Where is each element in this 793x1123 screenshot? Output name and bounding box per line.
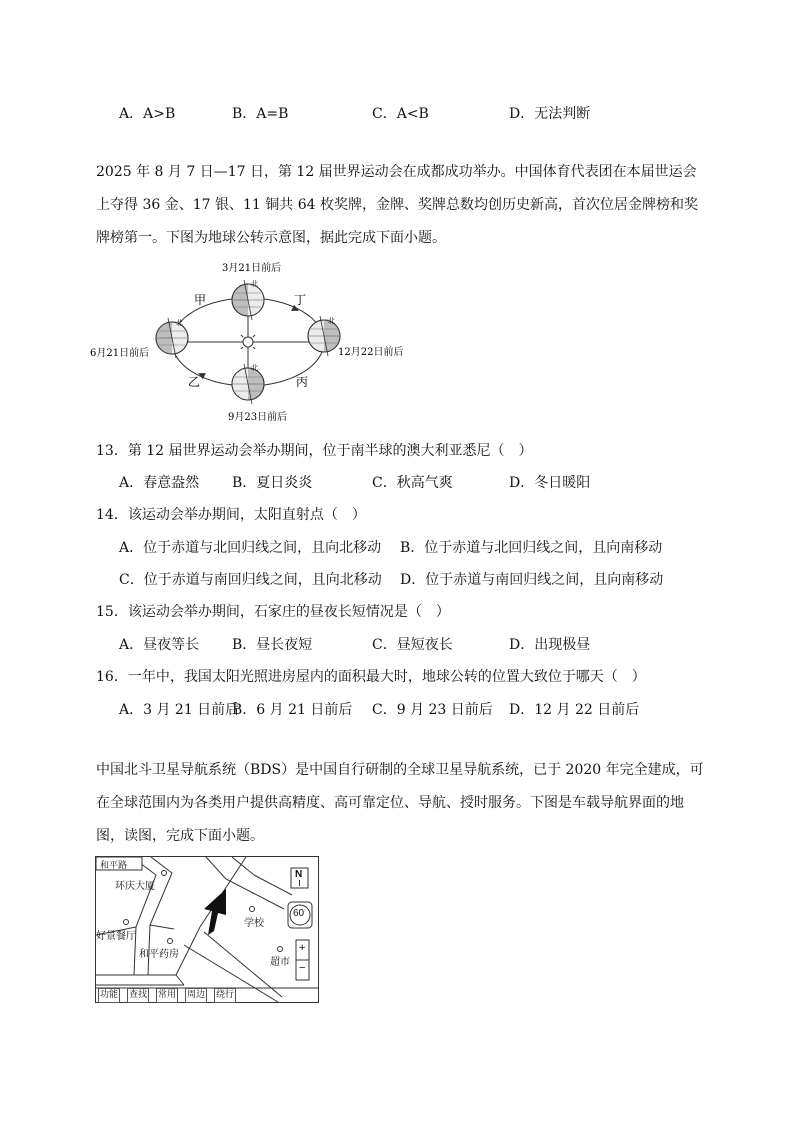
earth-december-icon (308, 316, 340, 356)
q15-option-b: B．昼长夜短 (232, 637, 313, 653)
north-label-june: 北 (176, 319, 183, 327)
q15-option-c: C．昼短夜长 (372, 637, 453, 653)
q12-option-a: A．A>B (119, 106, 176, 122)
q12-option-c: C．A<B (372, 106, 429, 122)
q13-option-b: B．夏日炎炎 (232, 475, 313, 491)
north-label-december: 北 (328, 317, 335, 325)
nav-button-nearby[interactable]: 周边 (185, 988, 207, 1003)
compass-north-icon: N (295, 869, 303, 880)
q14-stem: 14．该运动会举办期间，太阳直射点（ ） (96, 507, 366, 523)
north-label-march: 北 (251, 280, 258, 288)
q13-stem: 13．第 12 届世界运动会举办期间，位于南半球的澳大利亚悉尼（ ） (96, 443, 533, 459)
q15-option-a: A．昼夜等长 (119, 637, 200, 653)
q12-option-d: D．无法判断 (509, 106, 591, 122)
nav-button-search[interactable]: 查找 (127, 988, 149, 1003)
earth-june-icon (156, 318, 188, 358)
q14-option-d: D．位于赤道与南回归线之间，且向南移动 (400, 572, 664, 588)
earth-orbit-diagram (88, 258, 418, 426)
q13-option-d: D．冬日暖阳 (509, 475, 591, 491)
car-navigation-map (95, 856, 319, 1003)
q15-option-d: D．出现极昼 (509, 637, 591, 653)
zoom-out-button[interactable]: − (299, 962, 306, 974)
orbit-arrow-bottom (200, 374, 204, 376)
sun-icon (238, 332, 258, 352)
q16-option-a: A．3 月 21 日前后 (119, 702, 240, 718)
nav-button-detour[interactable]: 绕行 (214, 988, 236, 1003)
q12-option-b: B．A=B (232, 106, 289, 122)
nav-button-function[interactable]: 功能 (98, 988, 120, 1003)
poi-school[interactable]: 学校 (244, 918, 264, 929)
north-label-september: 北 (251, 364, 258, 372)
zoom-in-button[interactable]: + (299, 942, 306, 954)
segment-bing: 丙 (296, 375, 309, 389)
q13-option-a: A．春意盎然 (119, 475, 200, 491)
poi-supermarket[interactable]: 超市 (270, 957, 290, 968)
earth-september-icon (232, 363, 264, 404)
q16-option-d: D．12 月 22 日前后 (509, 702, 640, 718)
passage-beidou: 中国北斗卫星导航系统（BDS）是中国自行研制的全球卫星导航系统，已于 2020 年完全建成，可在全球范围内为各类用户提供高精度、高可靠定位、导航、授时服务。下图是车载导航界面的地图，读图，完成下面小题。 (96, 762, 704, 844)
passage-world-games: 2025 年 8 月 7 日—17 日，第 12 届世界运动会在成都成功举办。中国体育代表团在本届世运会上夺得 36 金、17 银、11 铜共 64 枚奖牌，金牌、奖牌总数均创历史新高，首次位居金牌榜和奖牌榜第一。下图为地球公转示意图，据此完成下面小题。 (96, 164, 698, 246)
date-label-september: 9月23日前后 (228, 412, 288, 423)
q16-option-b: B．6 月 21 日前后 (232, 702, 353, 718)
q16-option-c: C．9 月 23 日前后 (372, 702, 493, 718)
speed-limit-value: 60 (293, 908, 305, 919)
nav-button-common[interactable]: 常用 (156, 988, 178, 1003)
q15-stem: 15．该运动会举办期间，石家庄的昼夜长短情况是（ ） (96, 604, 450, 620)
q14-option-a: A．位于赤道与北回归线之间，且向北移动 (119, 540, 382, 556)
poi-haojing-restaurant[interactable]: 好景餐厅 (96, 931, 136, 942)
earth-march-icon (232, 279, 264, 320)
date-label-december: 12月22日前后 (338, 347, 404, 358)
road-label-heping: 和平路 (100, 861, 128, 871)
segment-yi: 乙 (188, 375, 201, 389)
vehicle-position-arrow-icon (204, 889, 226, 935)
poi-huanqing-building[interactable]: 环庆大厦 (115, 881, 155, 892)
segment-ding: 丁 (294, 293, 307, 307)
q14-option-b: B．位于赤道与北回归线之间，且向南移动 (400, 540, 663, 556)
q13-option-c: C．秋高气爽 (372, 475, 453, 491)
segment-jia: 甲 (194, 293, 207, 307)
q14-option-c: C．位于赤道与南回归线之间，且向北移动 (119, 572, 382, 588)
date-label-june: 6月21日前后 (90, 348, 150, 359)
date-label-march: 3月21日前后 (222, 263, 282, 274)
q16-stem: 16．一年中，我国太阳光照进房屋内的面积最大时，地球公转的位置大致位于哪天（ ） (96, 669, 646, 685)
poi-heping-pharmacy[interactable]: 和平药房 (139, 949, 179, 960)
